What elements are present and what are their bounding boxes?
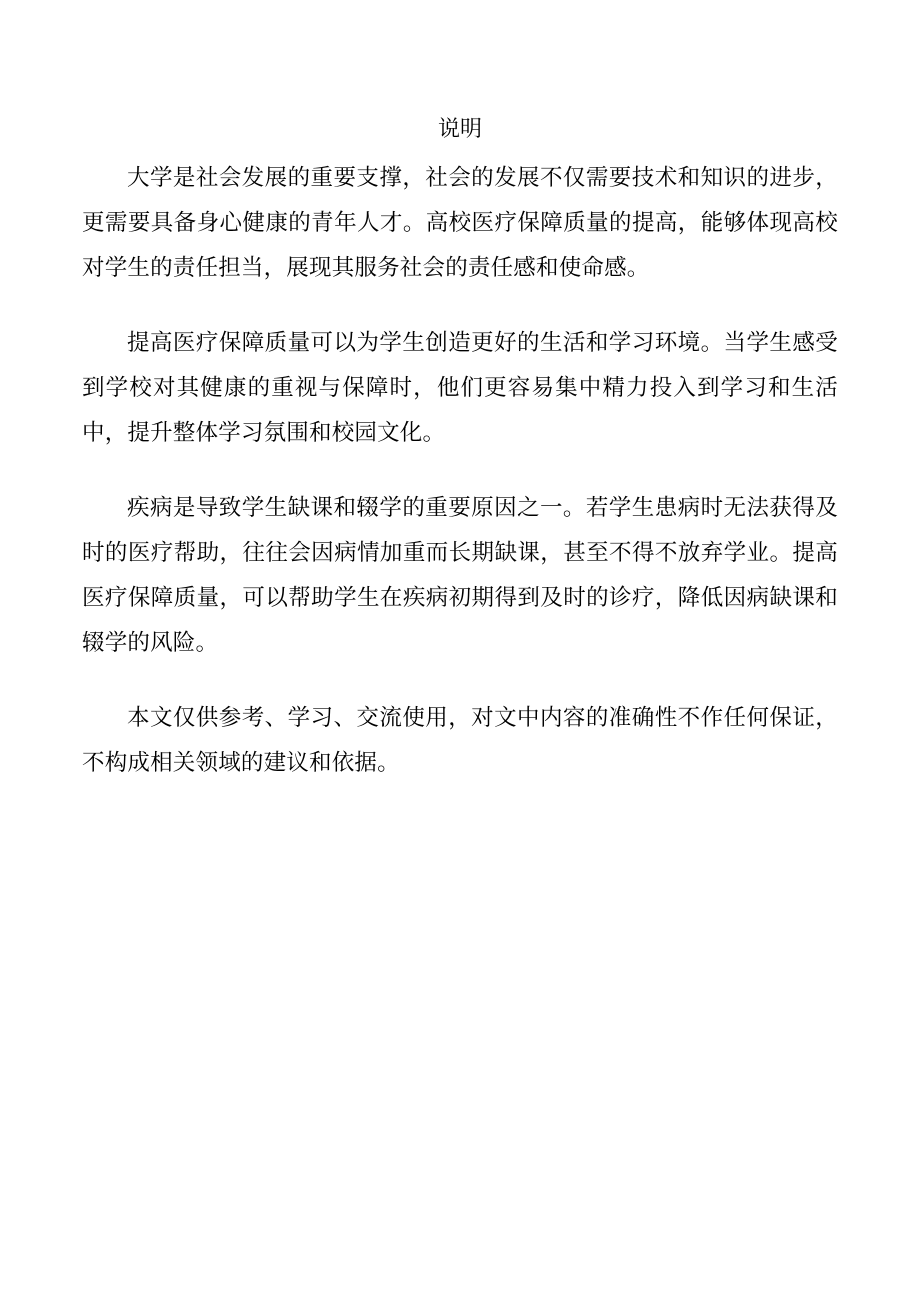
document-title: 说明 <box>437 117 482 142</box>
paragraph-4: 本文仅供参考、学习、交流使用，对文中内容的准确性不作任何保证，不构成相关领域的建议和依据。 <box>82 705 838 776</box>
paragraph-3: 疾病是导致学生缺课和辍学的重要原因之一。若学生患病时无法获得及时的医疗帮助，往往会因病情加重而长期缺课，甚至不得不放弃学业。提高医疗保障质量，可以帮助学生在疾病初期得到及时的诊疗，降低因病缺课和辍学的风险。 <box>82 495 838 656</box>
paragraph-1: 大学是社会发展的重要支撑，社会的发展不仅需要技术和知识的进步，更需要具备身心健康的青年人才。高校医疗保障质量的提高，能够体现高校对学生的责任担当，展现其服务社会的责任感和使命感。 <box>82 165 838 281</box>
document-page <box>82 110 838 816</box>
paragraph-2: 提高医疗保障质量可以为学生创造更好的生活和学习环境。当学生感受到学校对其健康的重视与保障时，他们更容易集中精力投入到学习和生活中，提升整体学习氛围和校园文化。 <box>82 330 838 446</box>
